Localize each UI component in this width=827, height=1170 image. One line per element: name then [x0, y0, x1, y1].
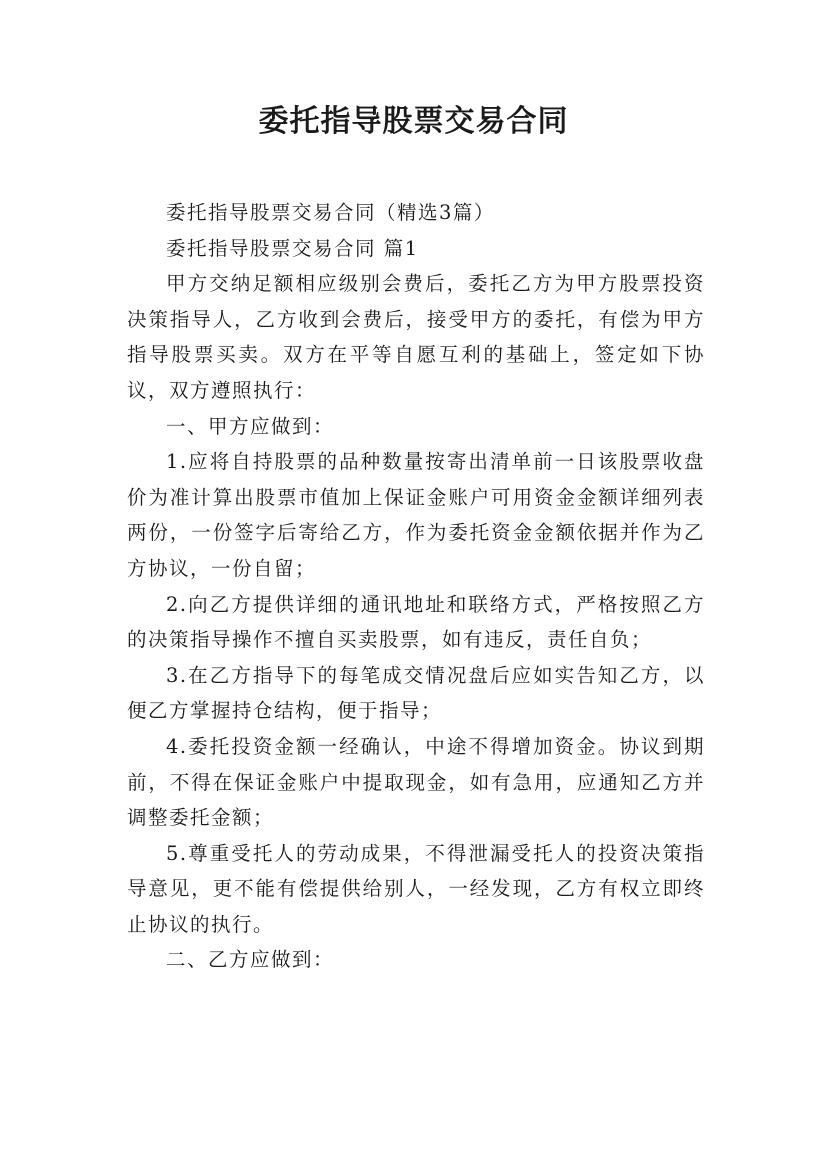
paragraph-clause-2: 2.向乙方提供详细的通讯地址和联络方式，严格按照乙方的决策指导操作不擅自买卖股票，如有违反，责任自负；	[127, 592, 705, 652]
document-body	[127, 195, 705, 978]
paragraph-clause-5: 5.尊重受托人的劳动成果，不得泄漏受托人的投资决策指导意见，更不能有偿提供给别人，一经发现，乙方有权立即终止协议的执行。	[127, 841, 705, 936]
paragraph-clause-4: 4.委托投资金额一经确认，中途不得增加资金。协议到期前，不得在保证金账户中提取现金，如有急用，应通知乙方并调整委托金额；	[127, 734, 705, 830]
paragraph-section-heading: 委托指导股票交易合同 篇1	[166, 236, 419, 260]
paragraph-clause-1: 1.应将自持股票的品种数量按寄出清单前一日该股票收盘价为准计算出股票市值加上保证金账户可用资金金额详细列表两份，一份签字后寄给乙方，作为委托资金金额依据并作为乙方协议，一份自留；	[127, 450, 705, 580]
paragraph-party-a-heading: 一、甲方应做到：	[166, 414, 335, 438]
document-title: 委托指导股票交易合同	[258, 104, 569, 139]
paragraph-clause-3: 3.在乙方指导下的每笔成交情况盘后应如实告知乙方，以便乙方掌握持仓结构，便于指导；	[127, 663, 705, 723]
paragraph-subtitle: 委托指导股票交易合同（精选3篇）	[166, 201, 495, 224]
paragraph-intro: 甲方交纳足额相应级别会费后，委托乙方为甲方股票投资决策指导人，乙方收到会费后，接受甲方的委托，有偿为甲方指导股票买卖。双方在平等自愿互利的基础上，签定如下协议，双方遵照执行：	[127, 272, 705, 402]
paragraph-party-b-heading: 二、乙方应做到：	[166, 948, 335, 972]
